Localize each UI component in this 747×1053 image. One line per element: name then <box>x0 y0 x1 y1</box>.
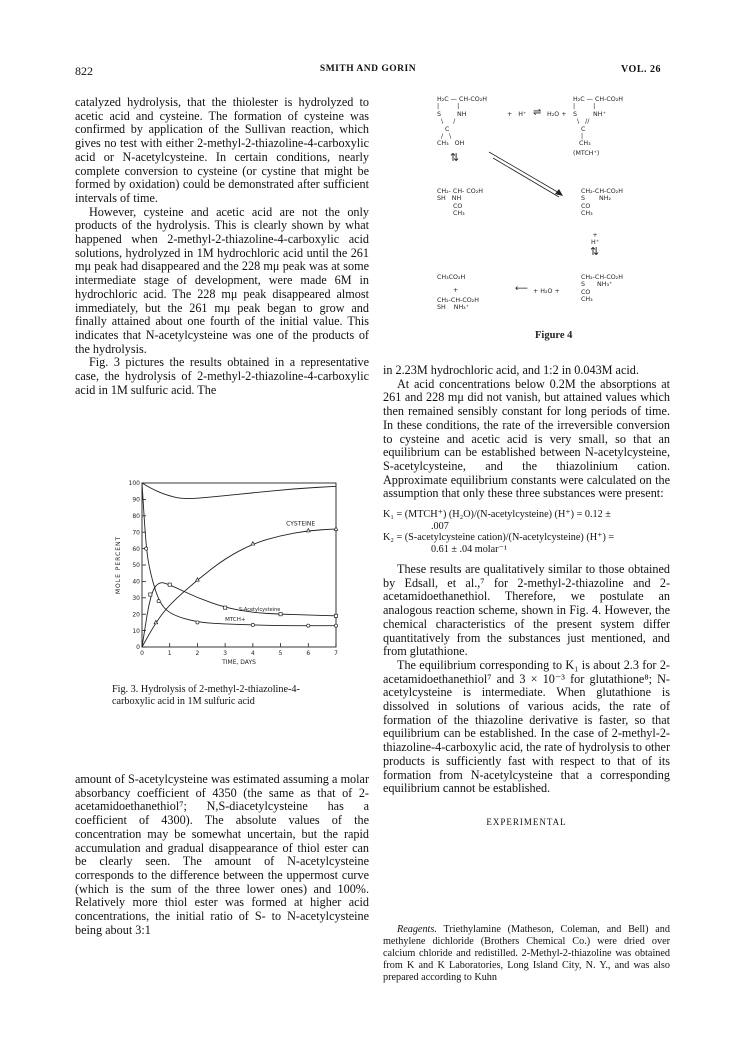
data-point <box>149 593 152 596</box>
data-point <box>145 547 148 550</box>
data-point <box>251 542 255 545</box>
volume-label: VOL. 26 <box>621 64 661 75</box>
equation-k1-continuation: .007 <box>431 520 449 532</box>
y-tick-label: 50 <box>132 562 140 570</box>
figure-4-caption: Figure 4 <box>535 330 573 341</box>
paragraph: The equilibrium corresponding to K₁ is about 2.3 for 2-acetamidoethanethiol⁷ and 3 × 10⁻³ for glutathione⁸; N-acetylcysteine is intermediate. When glutathione is dissolved in solutions of various acids, the rate of formation of the thiazoline derivative is faster, so that equilibrium can be established. In the case of 2-methyl-2-thiazoline-4-carboxylic acid, the rate of hydrolysis to other products is sufficiently fast with respect to that of its formation from N-acetylcysteine that a corresponding equilibrium cannot be established. <box>383 657 670 796</box>
left-arrow-icon: ⟵ <box>515 284 528 294</box>
series-mtch- <box>142 483 338 627</box>
acetic-acid-label: CH₃CO₂H <box>437 274 466 281</box>
data-point <box>279 613 282 616</box>
diagonal-arrow-icon <box>487 150 567 200</box>
data-point <box>251 623 254 626</box>
data-point <box>157 599 160 602</box>
x-tick-label: 6 <box>306 650 311 657</box>
series-line <box>142 583 336 647</box>
y-tick-label: 30 <box>132 595 140 602</box>
reagents-text: Triethylamine (Matheson, Coleman, and Bell) and methylene dichloride (Brothers Chemical Co.) were dried over calcium chloride and redistilled. 2-Methyl-2-thiazoline was obtained from K and K Laboratories, Long Island City, N. Y., and was also prepared according to Kuhn <box>383 924 670 984</box>
data-point <box>196 578 200 581</box>
cysteine-structure: CH₂-CH-CO₂H SH NH₃⁺ <box>437 297 479 312</box>
x-tick-label: 1 <box>167 650 172 657</box>
paragraph: These results are qualitatively similar to those obtained by Edsall, et al.,⁷ for 2-methyl-2-thiazoline and 2-acetamidoethanethiol. Therefore, we postulate an analogous reaction scheme, shown in Fig. 4. However, the chemical characteristics of the present system differ quantitatively from the substances just mentioned, and from glutathione. <box>383 562 670 659</box>
n-acetylcysteine-structure: CH₂- CH- CO₂H SH NH CO CH₃ <box>437 188 483 218</box>
h2o-back-label: + H₂O + <box>533 288 560 295</box>
series-label: MTCH+ <box>225 616 246 623</box>
paragraph: catalyzed hydrolysis, that the thiolester is hydrolyzed to acetic acid and cysteine. The formation of cysteine was confirmed by application of the Sullivan reaction, which gives no test with either 2-methyl-2-thiazoline-4-carboxylic acid or N-acetylcysteine. In certain conditions, nearly complete conversion to cysteine (or cystine that might be formed by oxidation) could be demonstrated after sufficient intervals of time. <box>75 95 369 205</box>
figure-4-scheme <box>425 92 670 354</box>
series-label: S-Acetylcysteine <box>239 606 281 613</box>
equilibrium-equations <box>383 509 670 555</box>
h-plus-label: + H⁺ <box>591 232 600 247</box>
y-tick-label: 100 <box>128 480 140 488</box>
reagents-label: Reagents. <box>397 924 437 935</box>
running-title: SMITH AND GORIN <box>319 64 417 74</box>
data-point <box>168 583 171 586</box>
equilibrium-arrow-icon: ⇌ <box>533 107 542 118</box>
series-line <box>142 529 336 647</box>
x-axis-label: TIME, DAYS <box>222 659 256 666</box>
data-point <box>334 614 337 617</box>
mtch-structure: H₂C — CH-CO₂H | | S NH⁺ \ // C | CH₃ <box>573 96 623 148</box>
y-tick-label: 10 <box>132 627 140 635</box>
data-point <box>306 529 310 532</box>
h2o-plus-label: H₂O + <box>547 111 567 118</box>
series-s-acetylcysteine <box>142 583 338 647</box>
y-tick-label: 90 <box>132 496 140 504</box>
equation-k1: K₁ = (MTCH⁺) (H₂O)/(N-acetylcysteine) (H⁺) = 0.12 ± <box>383 509 611 521</box>
figure-3-caption: Fig. 3. Hydrolysis of 2-methyl-2-thiazoline-4-carboxylic acid in 1M sulfuric acid <box>112 684 300 708</box>
right-column <box>383 364 670 842</box>
y-tick-label: 60 <box>132 545 140 553</box>
plus-h-label: + H⁺ <box>507 111 527 118</box>
y-axis-label: MOLE PERCENT <box>115 535 122 595</box>
data-point <box>307 624 310 627</box>
chart-axes <box>115 480 338 666</box>
left-column-bottom <box>75 773 369 937</box>
data-point <box>334 624 337 627</box>
s-acetylcysteine-cation-structure: CH₂-CH-CO₂H S NH₃⁺ CO CH₃ <box>581 274 623 304</box>
mtch-label: (MTCH⁺) <box>573 150 600 157</box>
section-heading: EXPERIMENTAL <box>486 816 567 827</box>
paragraph <box>383 924 670 984</box>
vertical-equilibrium-arrow-icon: ⇅ <box>450 151 460 164</box>
y-tick-label: 70 <box>132 529 140 537</box>
paragraph: amount of S-acetylcysteine was estimated assuming a molar absorbancy coefficient of 4350 (the same as that of 2-acetamidoethanethiol⁷; N,S-diacetylcysteine has a coefficient of 4300). The absolute values of the concentration may be somewhat uncertain, but the rapid accumulation and gradual disappearance of thiol ester can be clearly seen. The amount of N-acetylcysteine corresponds to the difference between the uppermost curve (which is the sum of the three lower ones) and 100%. Relatively more thiol ester was formed at higher acid concentrations, the initial ratio of S- to N-acetylcysteine being about 3:1 <box>75 772 369 937</box>
thiazoline-acid-structure: H₂C — CH-CO₂H | | S NH \ / C / \ CH₃ OH <box>437 96 487 148</box>
paragraph: At acid concentrations below 0.2M the absorptions at 261 and 228 mμ did not vanish, but attained values which then remained sensibly constant for long periods of time. In these conditions, the rate of the irreversible conversion to cysteine and acetic acid is very small, so that an equilibrium can be established between N-acetylcysteine, S-acetylcysteine, and the thiazolinium cation. Approximate equilibrium constants were calculated on the assumption that only these three substances were present: <box>383 376 670 501</box>
equation-k2-continuation: 0.61 ± .04 molar⁻¹ <box>431 543 507 555</box>
figure-3-chart <box>108 475 340 675</box>
data-point <box>334 527 338 530</box>
paragraph: However, cysteine and acetic acid are not the only products of the hydrolysis. This is clearly shown by what happened when 2-methyl-2-thiazoline-4-carboxylic acid solutions, hydrolyzed in 1M hydrochloric acid until the 261 mμ peak had disappeared and the 228 mμ peak was at some intermediate stage of development, were made 6M in hydrochloric acid. The 228 mμ peak disappeared almost immediately, but the 261 mμ peak began to grow and finally attained about one fourth of the initial value. This indicates that N-acetylcysteine was one of the products of the hydrolysis. <box>75 204 369 356</box>
series-line <box>142 483 336 499</box>
x-tick-label: 4 <box>250 650 255 657</box>
data-point <box>224 606 227 609</box>
series-sum <box>142 483 336 499</box>
left-column-top <box>75 96 369 397</box>
y-tick-label: 80 <box>132 513 140 520</box>
x-tick-label: 3 <box>223 650 228 657</box>
x-tick-label: 0 <box>140 650 144 657</box>
s-acetylcysteine-structure: CH₂-CH-CO₂H S NH₂ CO CH₃ <box>581 188 623 218</box>
paragraph: in 2.23M hydrochloric acid, and 1:2 in 0.043M acid. <box>383 363 639 377</box>
running-header <box>75 64 661 80</box>
y-tick-label: 40 <box>132 578 140 586</box>
y-tick-label: 20 <box>132 611 140 619</box>
data-point <box>196 621 199 624</box>
x-tick-label: 2 <box>195 650 200 657</box>
equation-k2: K₂ = (S-acetylcysteine cation)/(N-acetylcysteine) (H⁺) = <box>383 532 615 544</box>
plus-label: + <box>453 287 459 294</box>
series-label: CYSTEINE <box>286 520 316 528</box>
reagents-paragraph <box>383 924 670 984</box>
chart-series <box>142 483 338 647</box>
paragraph: Fig. 3 pictures the results obtained in a representative case, the hydrolysis of 2-methyl-2-thiazoline-4-carboxylic acid in 1M sulfuric acid. The <box>75 355 369 397</box>
page-number: 822 <box>75 64 93 78</box>
y-tick-label: 0 <box>136 644 140 652</box>
x-tick-label: 7 <box>334 650 338 657</box>
vertical-equilibrium-arrow-icon: ⇅ <box>590 245 600 258</box>
x-tick-label: 5 <box>278 650 283 657</box>
